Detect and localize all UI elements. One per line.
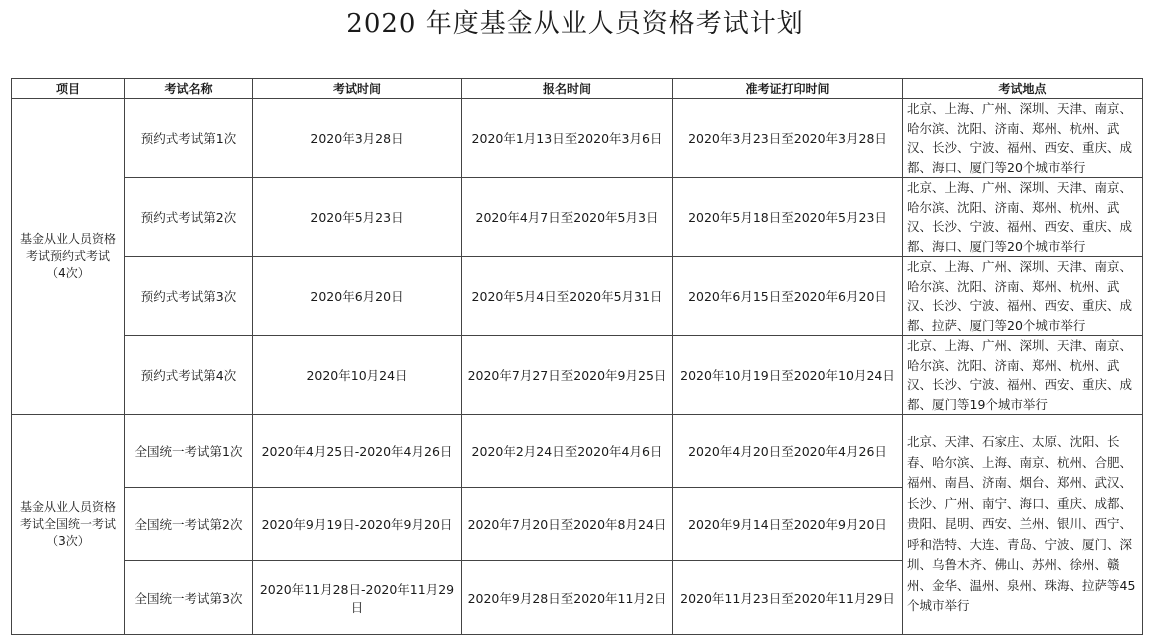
- header-exam-name: 考试名称: [125, 79, 253, 99]
- exam-time-cell: 2020年11月28日-2020年11月29日: [253, 561, 462, 635]
- category-cell-appointment: [12, 99, 125, 415]
- registration-time-cell: 2020年1月13日至2020年3月6日: [462, 99, 673, 178]
- category-line: 考试全国统一考试: [19, 517, 116, 531]
- print-time-cell: 2020年9月14日至2020年9月20日: [673, 488, 903, 561]
- print-time-cell: 2020年5月18日至2020年5月23日: [673, 178, 903, 257]
- exam-name-cell: 全国统一考试第3次: [125, 561, 253, 635]
- category-line: 考试预约式考试: [25, 249, 110, 263]
- print-time-cell: 2020年11月23日至2020年11月29日: [673, 561, 903, 635]
- header-row: [12, 79, 1143, 99]
- registration-time-cell: 2020年7月27日至2020年9月25日: [462, 336, 673, 415]
- exam-name-cell: 全国统一考试第2次: [125, 488, 253, 561]
- registration-time-cell: 2020年9月28日至2020年11月2日: [462, 561, 673, 635]
- exam-schedule-table: [11, 78, 1143, 635]
- category-line: 基金从业人员资格: [19, 500, 116, 514]
- location-cell: 北京、上海、广州、深圳、天津、南京、哈尔滨、沈阳、济南、郑州、杭州、武汉、长沙、宁波、福州、西安、重庆、成都、海口、厦门等20个城市举行: [903, 178, 1143, 257]
- registration-time-cell: 2020年7月20日至2020年8月24日: [462, 488, 673, 561]
- header-registration-time: 报名时间: [462, 79, 673, 99]
- print-time-cell: 2020年6月15日至2020年6月20日: [673, 257, 903, 336]
- page-title: 2020 年度基金从业人员资格考试计划: [346, 9, 804, 39]
- exam-time-cell: 2020年5月23日: [253, 178, 462, 257]
- header-project: 项目: [12, 79, 125, 99]
- registration-time-cell: 2020年4月7日至2020年5月3日: [462, 178, 673, 257]
- category-line: （3次）: [46, 534, 90, 548]
- location-cell: 北京、上海、广州、深圳、天津、南京、哈尔滨、沈阳、济南、郑州、杭州、武汉、长沙、宁波、福州、西安、重庆、成都、海口、厦门等20个城市举行: [903, 99, 1143, 178]
- table-row: [12, 178, 1143, 257]
- location-cell-merged: 北京、天津、石家庄、太原、沈阳、长春、哈尔滨、上海、南京、杭州、合肥、福州、南昌、济南、烟台、郑州、武汉、长沙、广州、南宁、海口、重庆、成都、贵阳、昆明、西安、兰州、银川、西宁、呼和浩特、大连、青岛、宁波、厦门、深圳、乌鲁木齐、佛山、苏州、徐州、赣州、金华、温州、泉州、珠海、拉萨等45个城市举行: [903, 415, 1143, 635]
- header-admission-print-time: 准考证打印时间: [673, 79, 903, 99]
- print-time-cell: 2020年4月20日至2020年4月26日: [673, 415, 903, 488]
- exam-time-cell: 2020年4月25日-2020年4月26日: [253, 415, 462, 488]
- exam-name-cell: 预约式考试第3次: [125, 257, 253, 336]
- registration-time-cell: 2020年5月4日至2020年5月31日: [462, 257, 673, 336]
- exam-time-cell: 2020年3月28日: [253, 99, 462, 178]
- table-row: [12, 336, 1143, 415]
- table-row: [12, 99, 1143, 178]
- table-row: [12, 415, 1143, 488]
- table-row: [12, 257, 1143, 336]
- print-time-cell: 2020年10月19日至2020年10月24日: [673, 336, 903, 415]
- exam-name-cell: 预约式考试第2次: [125, 178, 253, 257]
- category-line: 基金从业人员资格: [19, 232, 116, 246]
- exam-time-cell: 2020年9月19日-2020年9月20日: [253, 488, 462, 561]
- location-cell: 北京、上海、广州、深圳、天津、南京、哈尔滨、沈阳、济南、郑州、杭州、武汉、长沙、宁波、福州、西安、重庆、成都、厦门等19个城市举行: [903, 336, 1143, 415]
- category-line: （4次）: [46, 266, 90, 280]
- header-exam-time: 考试时间: [253, 79, 462, 99]
- location-cell: 北京、上海、广州、深圳、天津、南京、哈尔滨、沈阳、济南、郑州、杭州、武汉、长沙、宁波、福州、西安、重庆、成都、拉萨、厦门等20个城市举行: [903, 257, 1143, 336]
- header-exam-location: 考试地点: [903, 79, 1143, 99]
- print-time-cell: 2020年3月23日至2020年3月28日: [673, 99, 903, 178]
- exam-name-cell: 预约式考试第1次: [125, 99, 253, 178]
- exam-name-cell: 全国统一考试第1次: [125, 415, 253, 488]
- category-cell-national: [12, 415, 125, 635]
- registration-time-cell: 2020年2月24日至2020年4月6日: [462, 415, 673, 488]
- exam-time-cell: 2020年6月20日: [253, 257, 462, 336]
- exam-time-cell: 2020年10月24日: [253, 336, 462, 415]
- exam-name-cell: 预约式考试第4次: [125, 336, 253, 415]
